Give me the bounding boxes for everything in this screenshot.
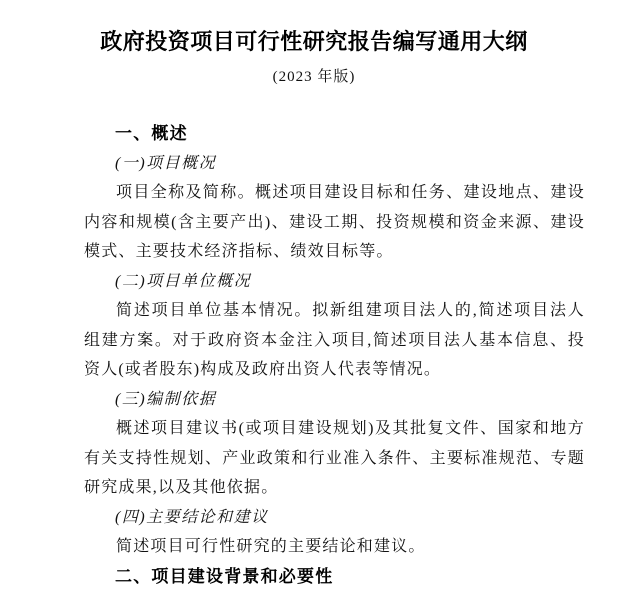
document-body <box>84 119 585 591</box>
subsection-heading-project-overview: (一)项目概况 <box>115 154 217 172</box>
section-heading-overview: 一、概述 <box>115 124 188 143</box>
section-heading-background: 二、项目建设背景和必要性 <box>115 566 334 586</box>
document-subtitle: (2023 年版) <box>272 69 356 85</box>
subsection-heading-compilation-basis: (三)编制依据 <box>115 390 217 408</box>
paragraph-conclusions: 简述项目可行性研究的主要结论和建议。 <box>116 538 426 555</box>
subsection-heading-project-unit: (二)项目单位概况 <box>115 272 252 290</box>
paragraph-project-unit: 简述项目单位基本情况。拟新组建项目法人的,简述项目法人组建方案。对于政府资本金注入项目,简述项目法人基本信息、投资人(或者股东)构成及政府出资人代表等情况。 <box>84 302 585 378</box>
paragraph-compilation-basis: 概述项目建议书(或项目建设规划)及其批复文件、国家和地方有关支持性规划、产业政策和行业准入条件、主要标准规范、专题研究成果,以及其他依据。 <box>84 420 585 496</box>
subsection-heading-conclusions: (四)主要结论和建议 <box>115 508 269 526</box>
document-title: 政府投资项目可行性研究报告编写通用大纲 <box>100 29 528 54</box>
paragraph-project-overview: 项目全称及简称。概述项目建设目标和任务、建设地点、建设内容和规模(含主要产出)、建设工期、投资规模和资金来源、建设模式、主要技术经济指标、绩效目标等。 <box>84 184 585 260</box>
